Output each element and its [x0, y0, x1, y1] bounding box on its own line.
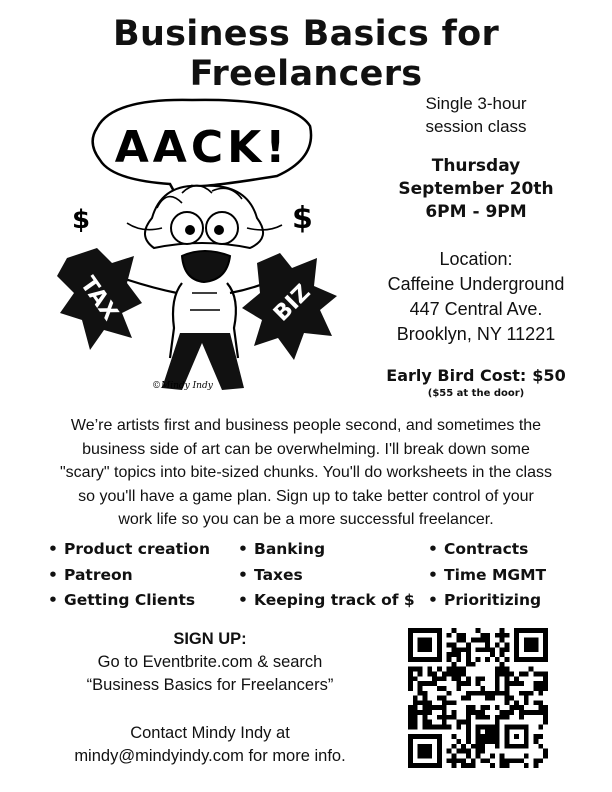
early-bird-cost [360, 366, 592, 385]
speech-text: AACK! [114, 122, 290, 173]
topic-item: • Patreon [48, 565, 133, 584]
topic-item: • Keeping track of $ [238, 591, 415, 609]
contact-line: Contact Mindy Indy at [130, 724, 290, 742]
topic-label: Getting Clients [64, 591, 196, 609]
signature: ©Mindy Indy [152, 381, 213, 391]
location-line: Caffeine Underground [387, 274, 565, 294]
topic-label: Keeping track of $ [254, 591, 415, 609]
description-line: We’re artists first and business people second, and sometimes the [70, 417, 542, 434]
right-sign-text: BIZ [269, 280, 316, 327]
cartoon-illustration [42, 88, 360, 400]
signup-line: Go to Eventbrite.com & search [97, 653, 323, 671]
signup-line: “Business Basics for Freelancers” [86, 676, 334, 694]
contact-section [30, 722, 390, 768]
door-price: ($55 at the door) [427, 388, 525, 399]
location [360, 247, 592, 347]
session-info [360, 92, 592, 138]
topics-column-1 [48, 540, 210, 617]
cost-label: Early Bird Cost: [386, 366, 527, 385]
date: September 20th [398, 179, 554, 199]
left-sign-text: TAX [74, 272, 123, 326]
topic-item: • Contracts [428, 540, 529, 558]
flyer-title: Business Basics for Freelancers [112, 14, 500, 94]
qr-code[interactable] [408, 628, 548, 768]
topic-label: Product creation [64, 540, 210, 558]
topic-item: • Time MGMT [428, 565, 547, 584]
description-line: "scary" topics into bite-sized chunks. You'll do worksheets in the class [60, 464, 552, 481]
date-time [360, 155, 592, 224]
description [30, 414, 582, 532]
topic-item: • Product creation [48, 540, 210, 558]
topic-label: Taxes [254, 565, 303, 584]
location-line: 447 Central Ave. [409, 299, 543, 319]
topic-item: • Taxes [238, 565, 303, 584]
topic-label: Banking [254, 540, 326, 558]
left-dollar: $ [72, 205, 91, 235]
signup-heading: SIGN UP: [173, 630, 247, 648]
topics-column-2 [238, 540, 415, 617]
signup-section [30, 628, 390, 697]
description-line: so you'll have a game plan. Sign up to take better control of your [78, 487, 534, 505]
topic-label: Prioritizing [444, 591, 542, 609]
session-line: session class [425, 117, 527, 136]
description-line: business side of art can be overwhelming. I'll break down some [82, 440, 530, 458]
contact-email[interactable]: mindy@mindyindy.com for more info. [74, 747, 346, 765]
topic-item: • Banking [238, 540, 326, 558]
location-label: Location: [439, 249, 513, 269]
location-line: Brooklyn, NY 11221 [396, 324, 556, 344]
topics-column-3 [428, 540, 546, 617]
description-line: work life so you can be a more successful freelancer. [118, 511, 494, 528]
topic-item: • Getting Clients [48, 591, 196, 609]
topic-label: Time MGMT [444, 565, 547, 584]
topic-label: Patreon [64, 565, 133, 584]
right-dollar: $ [292, 201, 313, 236]
day: Thursday [431, 156, 521, 176]
topic-label: Contracts [444, 540, 529, 558]
topic-item: • Prioritizing [428, 591, 542, 609]
cost-amount: $50 [532, 366, 566, 385]
session-line: Single 3-hour [425, 94, 527, 113]
time: 6PM - 9PM [425, 202, 527, 222]
